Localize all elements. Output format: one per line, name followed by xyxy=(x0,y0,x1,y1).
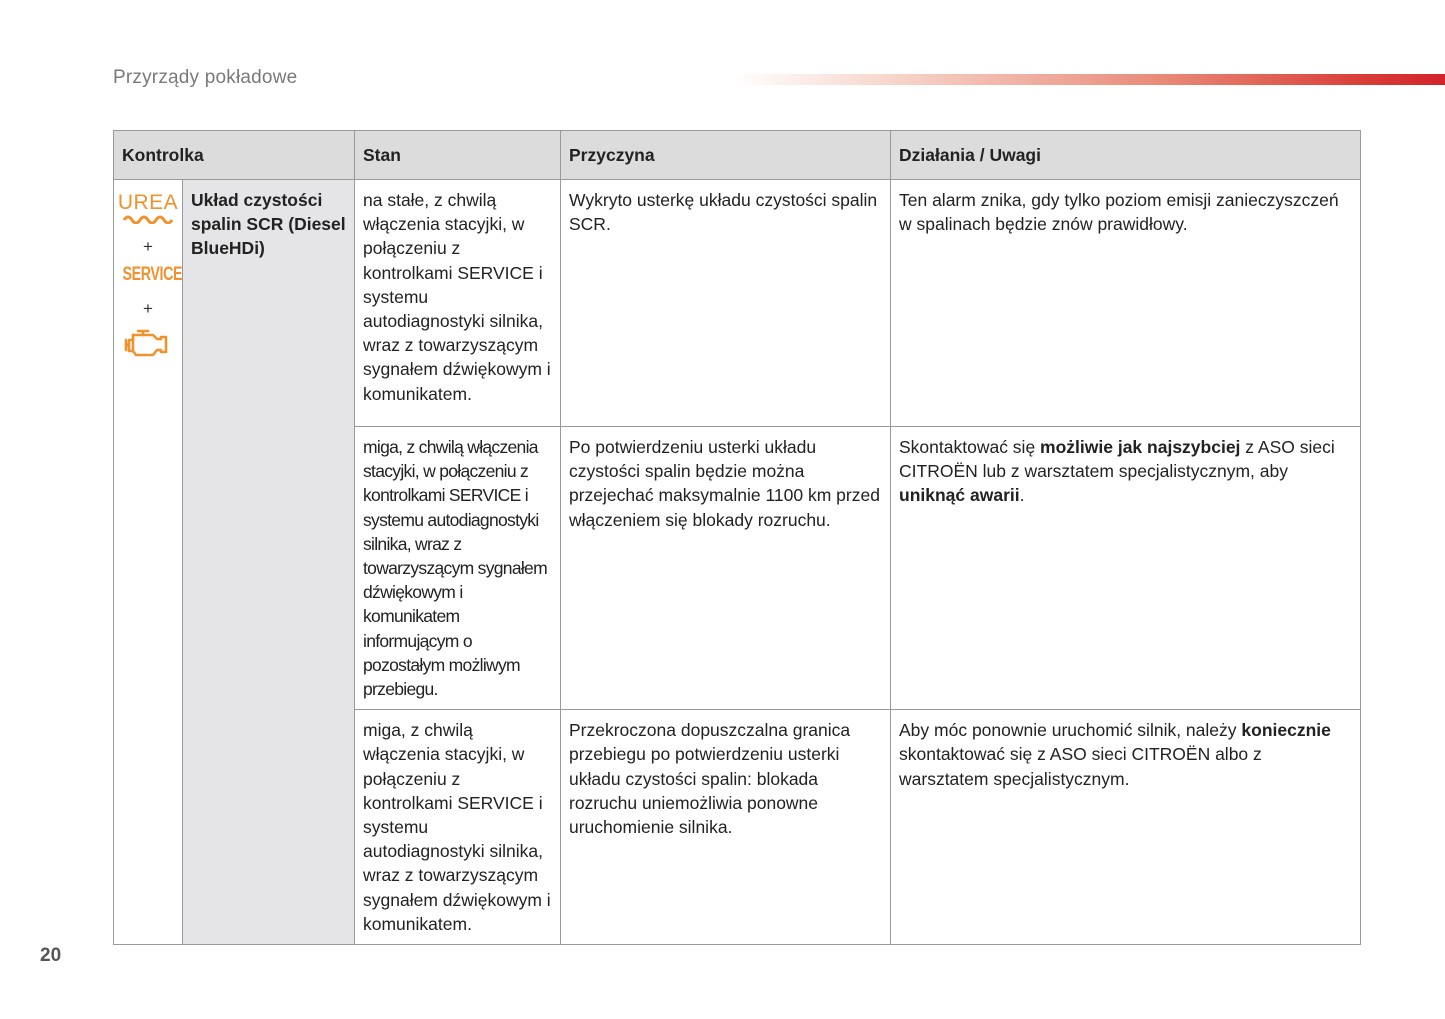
page-number: 20 xyxy=(40,945,62,966)
service-icon: SERVICE xyxy=(122,264,183,285)
stan-cell: miga, z chwilą włączenia stacyjki, w połączeniu z kontrolkami SERVICE i systemu autodiagnostyki silnika, wraz z towarzyszącym sygnałem dźwiękowym i komunikatem. xyxy=(355,710,561,945)
dzialania-emphasis: koniecznie xyxy=(1241,720,1331,741)
przyczyna-cell: Przekroczona dopuszczalna granica przebiegu po potwierdzeniu usterki układu czystości spalin: blokada rozruchu uniemożliwia ponowne uruchomienie silnika. xyxy=(561,710,891,945)
urea-wave-icon xyxy=(123,214,173,224)
plus-sign: + xyxy=(143,299,153,318)
dzialania-text: Ten alarm znika, gdy tylko poziom emisji zanieczyszczeń w spalinach będzie znów prawidłowy. xyxy=(899,190,1339,235)
dzialania-emphasis: uniknąć awarii xyxy=(899,485,1020,506)
dzialania-text: Aby móc ponownie uruchomić silnik, należy xyxy=(899,720,1242,741)
dzialania-text: . xyxy=(1019,485,1025,506)
indicator-name: Układ czystości spalin SCR (Diesel BlueHDi) xyxy=(183,180,355,945)
table-header-row xyxy=(114,131,1361,180)
dzialania-cell xyxy=(891,427,1361,710)
column-header-przyczyna: Przyczyna xyxy=(561,131,891,180)
section-title: Przyrządy pokładowe xyxy=(113,67,298,88)
column-header-stan: Stan xyxy=(355,131,561,180)
stan-cell: na stałe, z chwilą włączenia stacyjki, w połączeniu z kontrolkami SERVICE i systemu autodiagnostyki silnika, wraz z towarzyszącym sygnałem dźwiękowym i komunikatem. xyxy=(355,180,561,427)
dzialania-cell xyxy=(891,180,1361,427)
dzialania-cell xyxy=(891,710,1361,945)
stan-cell: miga, z chwilą włączenia stacyjki, w połączeniu z kontrolkami SERVICE i systemu autodiagnostyki silnika, wraz z towarzyszącym sygnałem dźwiękowym i komunikatem informującym o pozostałym możliwym przebiegu. xyxy=(355,427,561,710)
engine-check-icon xyxy=(123,326,173,360)
urea-icon: UREA xyxy=(117,191,179,214)
indicator-icons-cell xyxy=(114,180,183,945)
dzialania-emphasis: możliwie jak najszybciej xyxy=(1040,437,1241,457)
przyczyna-cell: Po potwierdzeniu usterki układu czystości spalin będzie można przejechać maksymalnie 1100 km przed włączeniem się blokady rozruchu. xyxy=(561,427,891,710)
column-header-dzialania: Działania / Uwagi xyxy=(891,131,1361,180)
dzialania-text: z ASO sieci CITROËN lub z warsztatem specjalistycznym, aby xyxy=(899,437,1335,482)
column-header-kontrolka: Kontrolka xyxy=(114,131,355,180)
table-row xyxy=(114,180,1361,427)
przyczyna-cell: Wykryto usterkę układu czystości spalin SCR. xyxy=(561,180,891,427)
warning-lights-table xyxy=(113,130,1361,945)
dzialania-text: skontaktować się z ASO sieci CITROËN albo z warsztatem specjalistycznym. xyxy=(899,744,1262,789)
plus-sign: + xyxy=(143,237,153,256)
dzialania-text: Skontaktować się xyxy=(899,437,1041,457)
header-accent-bar xyxy=(733,74,1445,85)
